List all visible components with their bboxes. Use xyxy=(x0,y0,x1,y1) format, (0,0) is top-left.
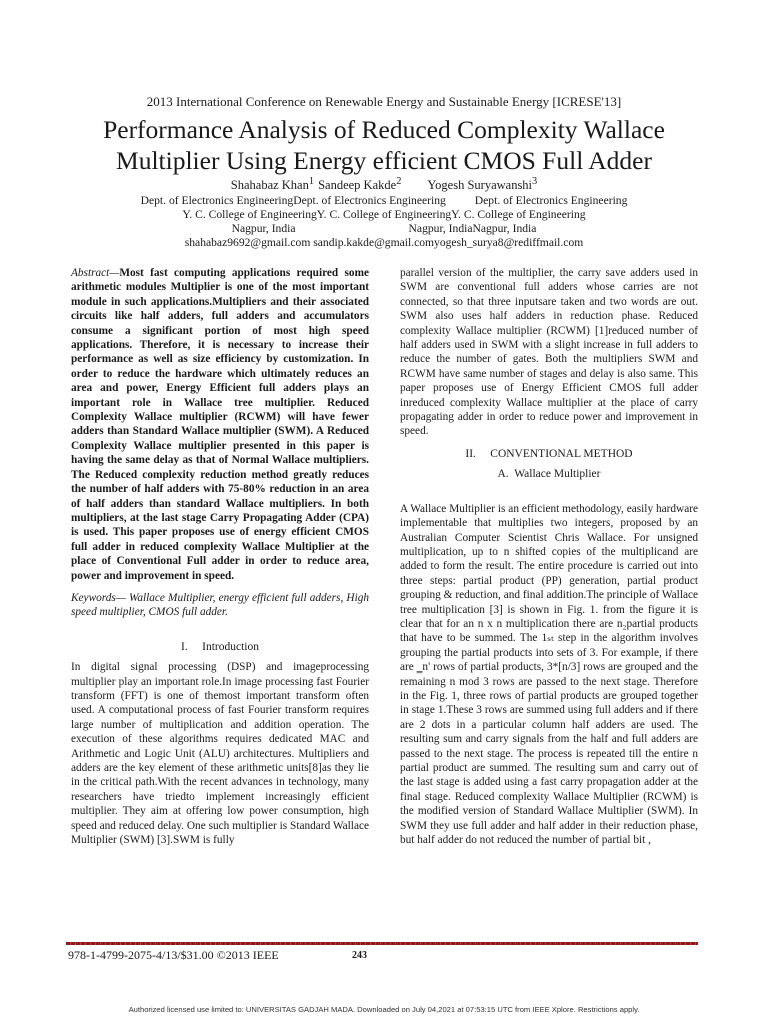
conference-name: 2013 International Conference on Renewable Energy and Sustainable Energy [ICRESE'13] xyxy=(146,94,622,109)
footer-rule xyxy=(66,942,698,945)
footer-isbn: 978-1-4799-2075-4/13/$31.00 ©2013 IEEE xyxy=(68,948,279,962)
paper-title xyxy=(0,114,768,176)
section-heading-introduction: I. Introduction xyxy=(181,640,259,653)
author-3 xyxy=(427,178,537,192)
title-line-2: Multiplier Using Energy efficient CMOS Full Adder xyxy=(116,146,652,175)
right-paragraph-2: A Wallace Multiplier is an efficient methodology, easily hardware implementable that multiplies two integers, proposed by an Australian Computer Scientist Chris Wallace. For unsigned multiplication, up to n shifted copies of the multiplicand are added to form the result. The entire procedure is carried out into three steps: partial product (PP) generation, partial product grouping & reduction, and final addition.The principle of Wallace tree multiplication [3] is shown in Fig. 1. from the figure it is clear that for an n x n multiplication there are n₂partial products that have to be summed. The 1ₛₜ step in the algorithm involves grouping the partial products into sets of 3. For example, if there are ‗n' rows of partial products, 3*[n/3] rows are grouped and the remaining n mod 3 rows are passed to the next stage. Therefore in the Fig. 1, three rows of partial products are grouped together in stage 1.These 3 rows are summed using full adders and if there are 2 dots in a particular column half adders are used. The resulting sum and carry signals from the half and full adders are passed to the next stage. The process is repeated till the entire n partial product are summed. The resulting sum and carry out of the last stage is added using a fast carry propagation adder at the final stage. Reduced complexity Wallace Multiplier (RCWM) is the modified version of Standard Wallace Multiplier (SWM). In SWM they use full adder and half adder in their reduction phase, but half adder do not reduced the number of partial bit , xyxy=(400,502,698,847)
introduction-text: In digital signal processing (DSP) and imageprocessing multiplier play an important role.In image processing fast Fourier transform (FFT) is one of themost important transform often used. A computational process of fast Fourier transform requires large number of multiplication and addition operation. The execution of these algorithms requires dedicated MAC and Arithmetic and Logic Unit (ALU) architectures. Multipliers and adders are the key element of these arithmetic units[8]as they lie in the critical path.With the recent advances in technology, many researchers have triedto implement increasingly efficient multiplier. They aim at offering low power consumption, high speed and reduced delay. One such multiplier is Standard Wallace Multiplier (SWM) [3].SWM is fully xyxy=(71,661,369,847)
author-2-name: Sandeep Kakde xyxy=(318,178,397,193)
right-column xyxy=(400,266,698,847)
keywords xyxy=(71,591,369,620)
affiliation-line-2: Y. C. College of EngineeringY. C. College of EngineeringY. C. College of Engineering xyxy=(182,208,586,221)
author-2 xyxy=(318,178,401,192)
author-3-sup: 3 xyxy=(532,176,538,187)
author-1-sup: 1 xyxy=(308,176,315,187)
abstract-label: Abstract— xyxy=(71,267,120,279)
author-3-name: Yogesh Suryawanshi xyxy=(427,178,533,193)
abstract-text: Most fast computing applications required some arithmetic modules Multiplier is one of the most important module in such applications.Multipliers and their associated circuits like half adders, full adders and accumulators consume a significant portion of most high speed applications. Therefore, it is necessary to increase their performance as well as size efficiency by customization. In order to reduce the hardware which ultimately reduces an area and power, Energy Efficient full adders plays an important role in Wallace tree multiplier. Reduced Complexity Wallace multiplier (RCWM) will have fewer adders than Standard Wallace multiplier (SWM). A Reduced Complexity Wallace multiplier presented in this paper is having the same delay as that of Normal Wallace multipliers. The Reduced complexity reduction method greatly reduces the number of half adders with 75-80% reduction in an area of half adders than standard Wallace multipliers. In both multipliers, at the last stage Carry Propagating Adder (CPA) is used. This paper proposes use of energy efficient CMOS full adder in reduced complexity Wallace Multiplier at the place of Conventional Full adder in order to reduce area, power and improvement in speed. xyxy=(71,267,369,582)
right-paragraph-1: parallel version of the multiplier, the carry save adders used in SWM are conventional full adders whose carries are not connected, so that three inputsare taken and two words are out. SWM also uses half adders in reduction phase. Reduced complexity Wallace multiplier (RCWM) [1]reduced number of half adders used in SWM with a slight increase in full adders to reduce the number of gates. Both the multipliers SWM and RCWM have same number of stages and delay is also same. This paper proposes use of Energy Efficient CMOS full adder inreduced complexity Wallace multiplier at the place of carry propagating adder in order to reduce power and improvement in speed. xyxy=(400,267,698,438)
page-number: 243 xyxy=(352,950,367,961)
author-list xyxy=(0,176,768,193)
keywords-text: Wallace Multiplier, energy efficient full adders, High speed multiplier, CMOS full adder. xyxy=(71,591,369,619)
affiliation-line-3: Nagpur, India Nagpur, IndiaNagpur, India xyxy=(231,222,537,235)
title-line-1: Performance Analysis of Reduced Complexity Wallace xyxy=(103,115,665,144)
author-2-sup: 2 xyxy=(396,176,402,187)
left-column xyxy=(71,266,369,847)
section-heading-conventional-method: II. CONVENTIONAL METHOD xyxy=(465,447,633,460)
abstract xyxy=(71,266,369,583)
affiliation-line-1: Dept. of Electronics EngineeringDept. of Electronics Engineering Dept. of Electronics Engineering xyxy=(140,194,628,207)
author-1-name: Shahabaz Khan xyxy=(230,178,309,193)
affiliation-emails: shahabaz9692@gmail.com sandip.kakde@gmail.comyogesh_surya8@rediffmail.com xyxy=(184,236,584,249)
keywords-label: Keywords— xyxy=(71,591,126,604)
authorization-note: Authorized licensed use limited to: UNIVERSITAS GADJAH MADA. Downloaded on July 04,2021 at 07:53:15 UTC from IEEE Xplore. Restrictions apply. xyxy=(128,1005,640,1014)
subsection-heading-wallace-multiplier: A. Wallace Multiplier xyxy=(497,468,601,481)
author-1 xyxy=(231,178,314,192)
